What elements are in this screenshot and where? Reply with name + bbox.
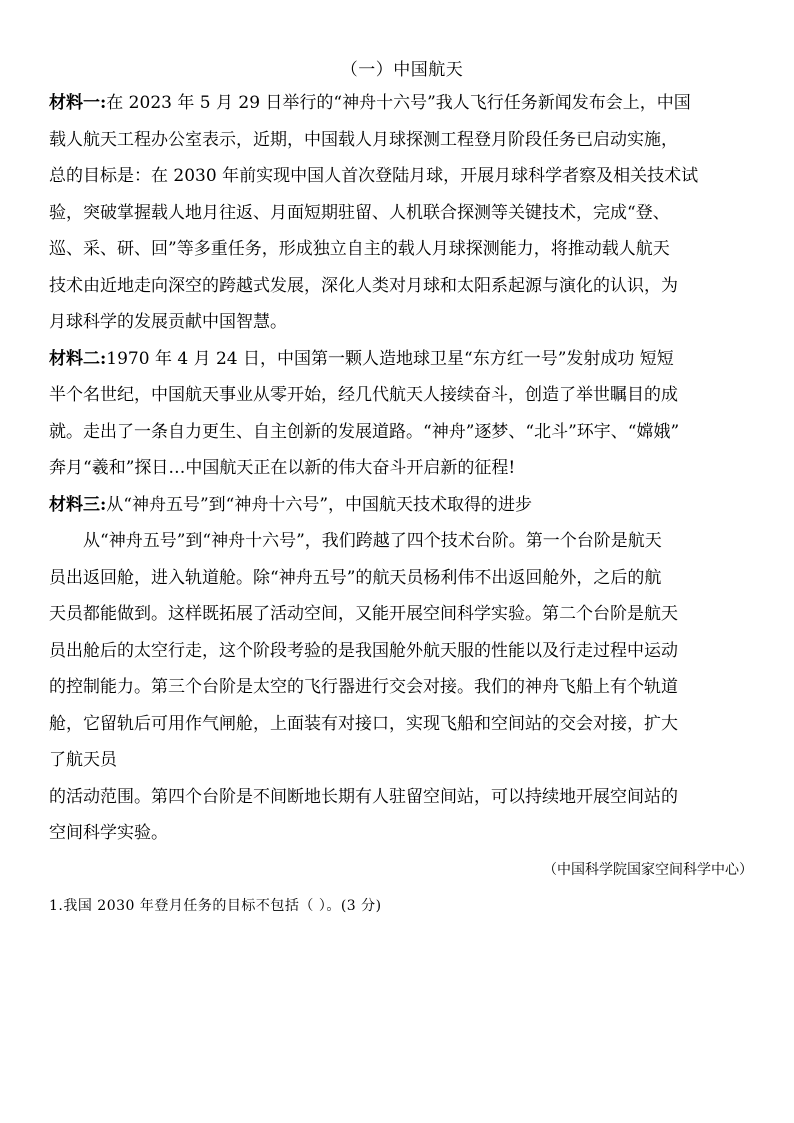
material-two-line: 就。走出了一条自力更生、自主创新的发展道路。“神舟”逐梦、“北斗”环宇、“嫦娥” [49,421,680,442]
material-one [49,85,755,341]
material-one-label: 材料一: [49,93,107,113]
material-three-line: 从“神舟五号”到“神舟十六号”，我们跨越了四个技术台阶。第一个台阶是航天 [83,531,662,551]
material-one-line: 载人航天工程办公室表示，近期，中国载人月球探测工程登月阶段任务已启动实施， [49,129,678,150]
material-one-line: 月球科学的发展贡献中国智慧。 [49,312,287,332]
material-three-line: 员出返回舱，进入轨道舱。除“神舟五号”的航天员杨利伟不出返回舱外，之后的航 [49,567,662,588]
material-one-line: 巡、采、研、回”等多重任务，形成独立自主的载人月球探测能力，将推动载人航天 [49,239,670,259]
question-one: 1.我国 2030 年登月任务的目标不包括（ ）。(3 分) [49,897,382,914]
material-three [49,487,755,852]
material-three-heading: 从“神舟五号”到“神舟十六号”，中国航天技术取得的进步 [106,494,533,515]
material-one-line: 在 2023 年 5 月 29 日举行的“神舟十六号”我人飞行任务新闻发布会上，中国 [106,93,691,113]
material-one-line: 验，突破掌握载人地月往返、月面短期驻留、人机联合探测等关键技术，完成“登、 [49,202,670,223]
source-citation: （中国科学院国家空间科学中心） [543,861,753,878]
material-two-label: 材料二: [49,348,107,369]
material-three-line: 的活动范围。第四个台阶是不间断地长期有人驻留空间站，可以持续地开展空间站的 [49,786,678,807]
material-three-label: 材料三: [49,494,107,515]
material-three-line: 舱，它留轨后可用作气闸舱，上面装有对接口，实现飞船和空间站的交会对接，扩大 [49,713,678,734]
material-one-line: 总的目标是：在 2030 年前实现中国人首次登陆月球，开展月球科学者察及相关技术试 [49,166,699,186]
material-three-line: 的控制能力。第三个台阶是太空的飞行器进行交会对接。我们的神舟飞船上有个轨道 [49,677,678,697]
material-three-line: 了航天员 [49,750,117,770]
material-three-line: 员出舱后的太空行走，这个阶段考验的是我国舱外航天服的性能以及行走过程中运动 [49,640,678,661]
page-title: （一）中国航天 [340,60,464,80]
material-two [49,341,755,487]
material-three-line: 空间科学实验。 [49,823,168,843]
material-two-line: 半个名世纪，中国航天事业从零开始，经几代航天人接续奋斗，创造了举世瞩目的成 [49,385,678,405]
material-three-line: 天员都能做到。这样既拓展了活动空间，又能开展空间科学实验。第二个台阶是航天 [49,604,678,624]
material-two-line: 1970 年 4 月 24 日，中国第一颗人造地球卫星“东方红一号”发射成功 短短 [106,348,674,369]
document-page [49,56,755,924]
material-one-line: 技术由近地走向深空的跨越式发展，深化人类对月球和太阳系起源与演化的认识，为 [49,275,678,296]
material-two-line: 奔月“羲和”探日…中国航天正在以新的伟大奋斗开启新的征程! [49,458,516,478]
